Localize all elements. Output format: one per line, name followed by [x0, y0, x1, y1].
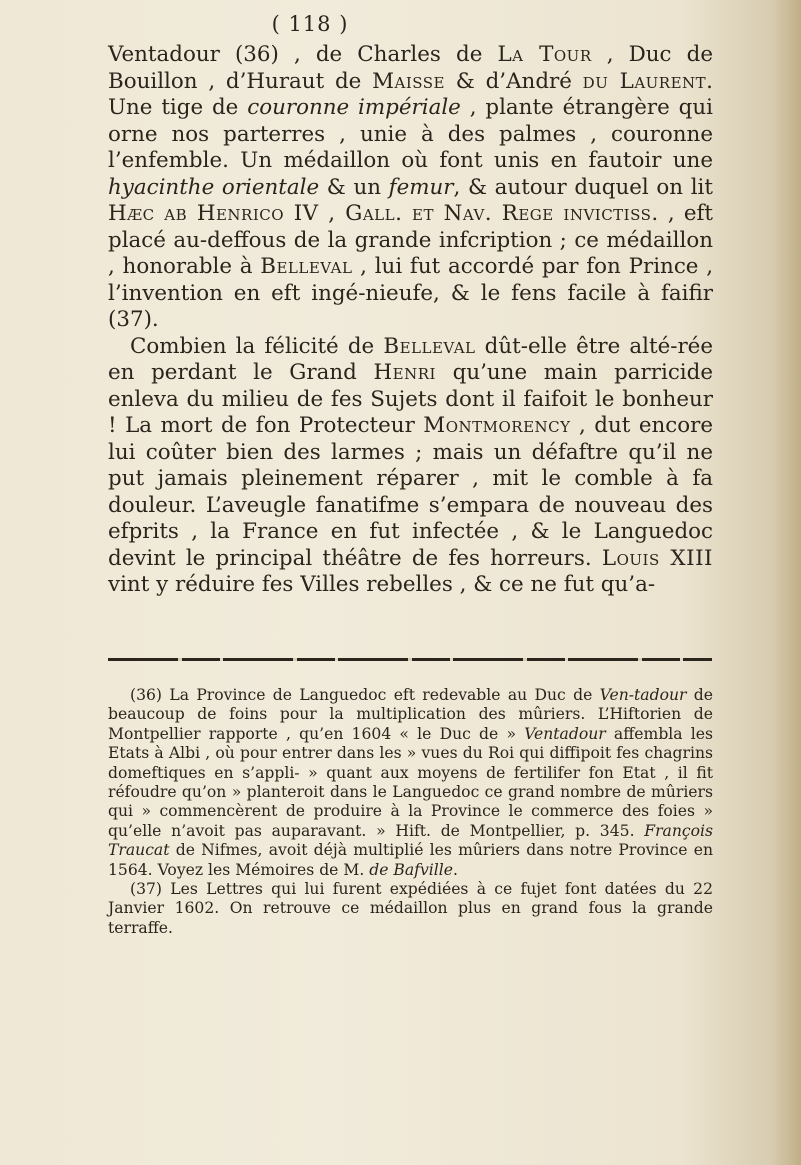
paragraph-1	[108, 42, 713, 334]
page-number: ( 118 )	[271, 12, 349, 36]
text-run: (36) La Province de Languedoc eft redevable au Duc de	[130, 686, 600, 704]
name-la-tour: La Tour	[497, 42, 592, 67]
text-run: qu’une main parricide enleva du milieu de fes Sujets dont il faifoit le bonheur ! La mort de fon Protecteur	[108, 360, 713, 438]
text-run: , eft placé au-deffous de la grande infcription ; ce médaillon , honorable à	[108, 201, 713, 279]
main-text	[108, 42, 713, 599]
text-run: de Nifmes, avoit déjà multiplié les mûriers dans notre Province en 1564. Voyez les Mémoires de M.	[108, 841, 713, 879]
name-du-laurent: du Laurent	[582, 68, 707, 94]
name-de-basville: de Bafville	[369, 860, 453, 879]
term-couronne-imperiale: couronne impériale	[247, 95, 461, 120]
term-hyacinthe: hyacinthe orientale	[108, 174, 320, 200]
text-run: , plante étrangère qui orne nos parterres , unie à des palmes , couronne l’enfemble. Un médaillon où font unis en fautoir une	[108, 95, 713, 173]
text-run: Ventadour (36) , de Charles de	[108, 42, 498, 67]
footnote-separator-rule	[108, 658, 712, 661]
text-run: affembla les Etats à Albi , où pour entrer dans les » vues du Roi qui diffipoit fes chagrins domeftiques en s’appli- » quant aux moyens de fertilifer fon Etat , il fit réfoudre qu’on » planteroit dans le Languedoc ce grand nombre de mûriers qui » commencèrent de produire à la Province le commerce des foies » qu’elle n’avoit pas auparavant. » Hift. de Montpellier, p. 345.	[108, 724, 713, 840]
text-run: , Duc de Bouillon , d’Huraut de	[108, 42, 713, 94]
text-run: Combien la félicité de	[130, 333, 384, 359]
page-edge-shadow	[775, 0, 801, 1165]
term-femur: femur	[388, 174, 454, 200]
footnotes	[108, 686, 713, 938]
name-francois-traucat: François Traucat	[108, 821, 713, 860]
text-run: , lui fut accordé par fon Prince , l’invention en eft ingé-nieufe, & le fens facile à faifir (37).	[108, 254, 713, 332]
footnote-36	[108, 686, 713, 880]
text-run: vint y réduire fes Villes rebelles , & ce ne fut qu’a-	[108, 572, 656, 597]
text-run: .	[452, 860, 458, 879]
name-belleval: Belleval	[260, 254, 353, 279]
text-run: (37) Les Lettres qui lui furent expédiées à ce fujet font datées du 22 Janvier 1602. On retrouve ce médaillon plus en grand fous la grande terraffe.	[108, 880, 713, 937]
name-henri: Henri	[373, 360, 436, 385]
name-ventadour: Ventadour	[524, 724, 606, 743]
name-louis-xiii: Louis XIII	[601, 545, 713, 571]
text-run: , dut encore lui coûter bien des larmes ; mais un défaftre qu’il ne put jamais pleinement réparer , mit le comble à fa douleur. L’aveugle fanatifme s’empara de nouveau des efprits , la France en fut infectée , & le Languedoc devint le principal théâtre de fes horreurs.	[108, 413, 713, 571]
text-run: & d’André	[445, 68, 583, 94]
text-run: & un	[319, 174, 389, 200]
text-run: dût-elle être alté-rée en perdant le Grand	[108, 333, 713, 385]
text-run: , & autour duquel on lit	[453, 174, 713, 200]
name-montmorency: Montmorency	[423, 413, 571, 438]
text-run: . Une tige de	[108, 68, 713, 120]
text-run: de beaucoup de foins pour la multiplication des mûriers. L’Hiftorien de Montpellier rapporte , qu’en 1604 « le Duc de »	[108, 686, 714, 743]
name-ventadour: Ven-tadour	[599, 686, 687, 704]
medal-inscription: Hæc ab Henrico IV , Gall. et Nav. Rege invictiss.	[108, 201, 659, 226]
name-belleval: Belleval	[383, 333, 476, 359]
footnote-37	[108, 880, 713, 938]
paragraph-2	[108, 334, 713, 599]
name-maisse: Maisse	[372, 68, 445, 94]
